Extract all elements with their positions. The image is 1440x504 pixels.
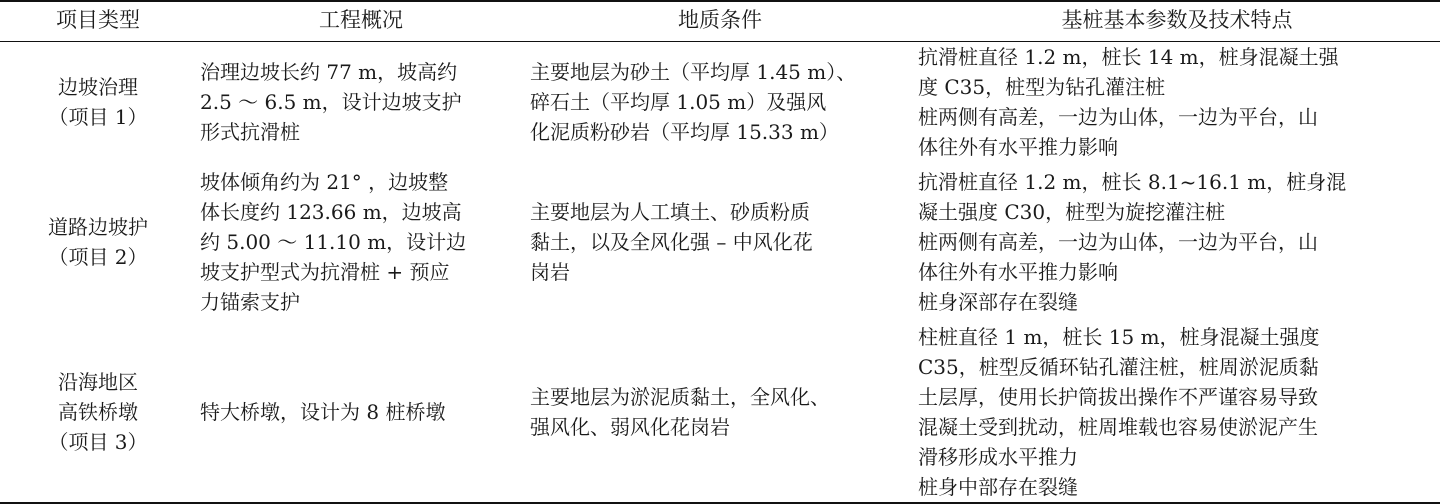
project-type-cell <box>0 162 196 322</box>
overview-cell <box>196 162 526 322</box>
cell-line: 坡支护型式为抗滑桩 + 预应 <box>200 259 450 284</box>
cell-line: 抗滑桩直径 1.2 m，桩长 8.1~16.1 m，桩身混 <box>918 169 1347 194</box>
cell-line: 治理边坡长约 77 m，坡高约 <box>200 59 458 84</box>
cell-line: 道路边坡护 <box>48 214 148 239</box>
cell-line: 形式抗滑桩 <box>200 119 300 144</box>
project-type-cell <box>0 41 196 162</box>
cell-line: 土层厚，使用长护筒拔出操作不严谨容易导致 <box>918 384 1318 409</box>
cell-line: 坡体倾角约为 21° ，边坡整 <box>200 169 449 194</box>
cell-line: （项目 1） <box>48 104 148 129</box>
cell-line: 碎石土（平均厚 1.05 m）及强风 <box>530 89 827 114</box>
cell-line: 边坡治理 <box>58 74 138 99</box>
pile-params-cell <box>914 162 1440 322</box>
header-project-type: 项目类型 <box>0 1 196 41</box>
cell-line: （项目 3） <box>48 429 148 454</box>
table-row <box>0 322 1440 503</box>
header-pile-params: 基桩基本参数及技术特点 <box>914 1 1440 41</box>
cell-line: 化泥质粉砂岩（平均厚 15.33 m） <box>530 119 839 144</box>
cell-line: 体往外有水平推力影响 <box>918 259 1118 284</box>
cell-line: 2.5 ～ 6.5 m，设计边坡支护 <box>200 89 462 114</box>
geology-cell <box>526 41 914 162</box>
cell-line: 抗滑桩直径 1.2 m，桩长 14 m，桩身混凝土强 <box>918 44 1339 69</box>
overview-cell <box>196 41 526 162</box>
cell-line: 强风化、弱风化花岗岩 <box>530 414 730 439</box>
cell-line: C35，桩型反循环钻孔灌注桩，桩周淤泥质黏 <box>918 354 1319 379</box>
cell-line: 柱桩直径 1 m，桩长 15 m，桩身混凝土强度 <box>918 324 1320 349</box>
geology-cell <box>526 322 914 503</box>
header-geology: 地质条件 <box>526 1 914 41</box>
cell-line: 体长度约 123.66 m，边坡高 <box>200 199 462 224</box>
cell-line: 桩两侧有高差，一边为山体，一边为平台，山 <box>918 104 1318 129</box>
pile-params-cell <box>914 41 1440 162</box>
cell-line: 主要地层为人工填土、砂质粉质 <box>530 199 810 224</box>
header-overview: 工程概况 <box>196 1 526 41</box>
cell-line: 混凝土受到扰动，桩周堆载也容易使淤泥产生 <box>918 414 1318 439</box>
cell-line: 黏土，以及全风化强 – 中风化花 <box>530 229 813 254</box>
geology-cell <box>526 162 914 322</box>
cell-line: 体往外有水平推力影响 <box>918 134 1118 159</box>
cell-line: 度 C35，桩型为钻孔灌注桩 <box>918 74 1166 99</box>
pile-params-cell <box>914 322 1440 503</box>
cell-line: 沿海地区 <box>58 369 138 394</box>
cell-line: 凝土强度 C30，桩型为旋挖灌注桩 <box>918 199 1226 224</box>
cell-line: 高铁桥墩 <box>58 399 138 424</box>
cell-line: 桩身中部存在裂缝 <box>918 474 1078 499</box>
cell-line: 力锚索支护 <box>200 289 300 314</box>
cell-line: 主要地层为砂土（平均厚 1.45 m）、 <box>530 59 857 84</box>
cell-line: 桩两侧有高差，一边为山体，一边为平台，山 <box>918 229 1318 254</box>
table-row <box>0 41 1440 162</box>
cell-line: 特大桥墩，设计为 8 桩桥墩 <box>200 399 446 424</box>
table-header-row <box>0 1 1440 41</box>
cell-line: 岗岩 <box>530 259 570 284</box>
cell-line: 主要地层为淤泥质黏土，全风化、 <box>530 384 830 409</box>
cell-line: 桩身深部存在裂缝 <box>918 289 1078 314</box>
cell-line: （项目 2） <box>48 244 148 269</box>
cell-line: 滑移形成水平推力 <box>918 444 1078 469</box>
cell-line: 约 5.00 ～ 11.10 m，设计边 <box>200 229 467 254</box>
project-type-cell <box>0 322 196 503</box>
table-row <box>0 162 1440 322</box>
overview-cell <box>196 322 526 503</box>
